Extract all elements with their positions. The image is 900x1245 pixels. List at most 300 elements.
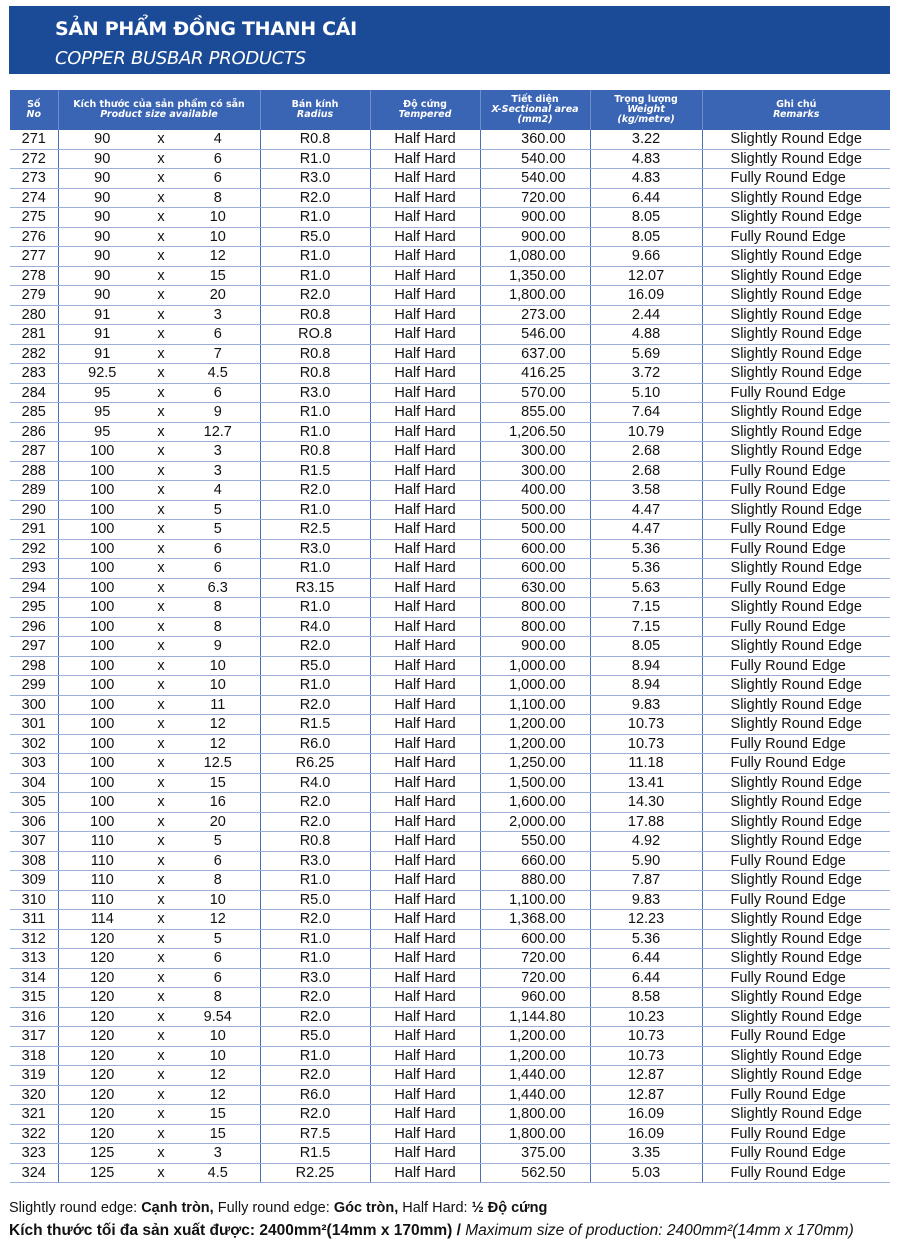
cell-weight: 8.05 xyxy=(590,208,702,228)
cell-times: x xyxy=(146,559,176,579)
cell-no: 289 xyxy=(10,481,58,501)
cell-weight: 12.07 xyxy=(590,266,702,286)
cell-radius: R6.25 xyxy=(260,754,370,774)
table-body xyxy=(10,130,890,1183)
cell-remarks: Slightly Round Edge xyxy=(702,676,890,696)
cell-tempered: Half Hard xyxy=(370,617,480,637)
cell-times: x xyxy=(146,1066,176,1086)
table-row xyxy=(10,305,890,325)
header-weight-vi: Trọng lượng xyxy=(614,94,678,105)
cell-thickness: 6 xyxy=(176,559,260,579)
cell-times: x xyxy=(146,793,176,813)
table-row xyxy=(10,890,890,910)
cell-no: 280 xyxy=(10,305,58,325)
cell-radius: R2.0 xyxy=(260,988,370,1008)
cell-times: x xyxy=(146,890,176,910)
cell-remarks: Slightly Round Edge xyxy=(702,1007,890,1027)
max-size-label-vi: Kích thước tối đa sản xuất được: xyxy=(9,1222,256,1239)
cell-area: 273.00 xyxy=(480,305,590,325)
cell-tempered: Half Hard xyxy=(370,1085,480,1105)
cell-times: x xyxy=(146,286,176,306)
cell-area: 360.00 xyxy=(480,130,590,149)
cell-radius: R4.0 xyxy=(260,617,370,637)
cell-remarks: Fully Round Edge xyxy=(702,1124,890,1144)
cell-times: x xyxy=(146,364,176,384)
cell-thickness: 5 xyxy=(176,832,260,852)
cell-weight: 7.15 xyxy=(590,617,702,637)
cell-area: 600.00 xyxy=(480,539,590,559)
cell-tempered: Half Hard xyxy=(370,559,480,579)
cell-width: 91 xyxy=(58,344,146,364)
cell-remarks: Slightly Round Edge xyxy=(702,364,890,384)
cell-weight: 4.47 xyxy=(590,520,702,540)
cell-thickness: 10 xyxy=(176,227,260,247)
cell-width: 91 xyxy=(58,325,146,345)
cell-times: x xyxy=(146,1046,176,1066)
table-row xyxy=(10,676,890,696)
header-size-en: Product size available xyxy=(100,109,218,120)
cell-weight: 4.47 xyxy=(590,500,702,520)
cell-area: 800.00 xyxy=(480,598,590,618)
cell-remarks: Fully Round Edge xyxy=(702,656,890,676)
cell-thickness: 6.3 xyxy=(176,578,260,598)
cell-no: 320 xyxy=(10,1085,58,1105)
header-area-vi: Tiết diện xyxy=(511,94,559,105)
cell-no: 317 xyxy=(10,1027,58,1047)
cell-thickness: 15 xyxy=(176,773,260,793)
cell-thickness: 3 xyxy=(176,461,260,481)
cell-remarks: Slightly Round Edge xyxy=(702,832,890,852)
cell-remarks: Slightly Round Edge xyxy=(702,442,890,462)
cell-area: 300.00 xyxy=(480,461,590,481)
cell-no: 323 xyxy=(10,1144,58,1164)
cell-thickness: 9 xyxy=(176,403,260,423)
cell-width: 100 xyxy=(58,676,146,696)
cell-times: x xyxy=(146,695,176,715)
cell-thickness: 15 xyxy=(176,1105,260,1125)
cell-times: x xyxy=(146,968,176,988)
cell-area: 416.25 xyxy=(480,364,590,384)
cell-weight: 6.44 xyxy=(590,188,702,208)
cell-thickness: 8 xyxy=(176,188,260,208)
cell-no: 284 xyxy=(10,383,58,403)
cell-weight: 5.90 xyxy=(590,851,702,871)
header-no-vi: Số xyxy=(27,99,41,110)
cell-no: 282 xyxy=(10,344,58,364)
table-row xyxy=(10,1144,890,1164)
cell-area: 1,350.00 xyxy=(480,266,590,286)
cell-width: 90 xyxy=(58,286,146,306)
cell-width: 110 xyxy=(58,871,146,891)
cell-weight: 7.87 xyxy=(590,871,702,891)
cell-times: x xyxy=(146,539,176,559)
cell-weight: 5.36 xyxy=(590,559,702,579)
cell-radius: R1.0 xyxy=(260,422,370,442)
cell-tempered: Half Hard xyxy=(370,598,480,618)
cell-tempered: Half Hard xyxy=(370,988,480,1008)
cell-radius: R2.25 xyxy=(260,1163,370,1183)
cell-times: x xyxy=(146,812,176,832)
cell-weight: 2.68 xyxy=(590,442,702,462)
cell-radius: R2.0 xyxy=(260,1105,370,1125)
cell-times: x xyxy=(146,1105,176,1125)
cell-no: 319 xyxy=(10,1066,58,1086)
cell-area: 1,800.00 xyxy=(480,286,590,306)
cell-remarks: Slightly Round Edge xyxy=(702,988,890,1008)
cell-no: 306 xyxy=(10,812,58,832)
cell-area: 1,200.00 xyxy=(480,1027,590,1047)
cell-weight: 7.15 xyxy=(590,598,702,618)
cell-tempered: Half Hard xyxy=(370,403,480,423)
cell-times: x xyxy=(146,266,176,286)
table-row xyxy=(10,149,890,169)
cell-weight: 9.83 xyxy=(590,695,702,715)
cell-no: 292 xyxy=(10,539,58,559)
cell-area: 540.00 xyxy=(480,169,590,189)
cell-thickness: 4 xyxy=(176,481,260,501)
cell-no: 294 xyxy=(10,578,58,598)
cell-area: 1,144.80 xyxy=(480,1007,590,1027)
cell-radius: R0.8 xyxy=(260,305,370,325)
cell-width: 100 xyxy=(58,773,146,793)
cell-radius: R3.0 xyxy=(260,539,370,559)
cell-width: 95 xyxy=(58,403,146,423)
cell-times: x xyxy=(146,929,176,949)
cell-radius: R2.5 xyxy=(260,520,370,540)
cell-area: 1,200.00 xyxy=(480,715,590,735)
table-row xyxy=(10,1163,890,1183)
cell-times: x xyxy=(146,383,176,403)
cell-thickness: 8 xyxy=(176,617,260,637)
cell-tempered: Half Hard xyxy=(370,520,480,540)
cell-width: 90 xyxy=(58,130,146,149)
cell-times: x xyxy=(146,988,176,1008)
cell-weight: 2.68 xyxy=(590,461,702,481)
header-size xyxy=(58,90,260,130)
table-row xyxy=(10,286,890,306)
cell-tempered: Half Hard xyxy=(370,481,480,501)
cell-weight: 6.44 xyxy=(590,968,702,988)
cell-tempered: Half Hard xyxy=(370,929,480,949)
cell-radius: R1.0 xyxy=(260,871,370,891)
table-row xyxy=(10,442,890,462)
cell-remarks: Fully Round Edge xyxy=(702,890,890,910)
cell-area: 660.00 xyxy=(480,851,590,871)
cell-remarks: Fully Round Edge xyxy=(702,227,890,247)
cell-weight: 12.87 xyxy=(590,1066,702,1086)
table-row xyxy=(10,559,890,579)
cell-tempered: Half Hard xyxy=(370,676,480,696)
cell-thickness: 8 xyxy=(176,871,260,891)
cell-remarks: Slightly Round Edge xyxy=(702,715,890,735)
cell-tempered: Half Hard xyxy=(370,247,480,267)
cell-remarks: Slightly Round Edge xyxy=(702,793,890,813)
cell-remarks: Slightly Round Edge xyxy=(702,559,890,579)
table-row xyxy=(10,832,890,852)
cell-weight: 16.09 xyxy=(590,1105,702,1125)
cell-radius: R1.0 xyxy=(260,929,370,949)
cell-area: 1,000.00 xyxy=(480,676,590,696)
cell-width: 100 xyxy=(58,695,146,715)
cell-no: 288 xyxy=(10,461,58,481)
cell-times: x xyxy=(146,871,176,891)
cell-no: 322 xyxy=(10,1124,58,1144)
cell-no: 312 xyxy=(10,929,58,949)
cell-thickness: 10 xyxy=(176,208,260,228)
cell-no: 290 xyxy=(10,500,58,520)
cell-times: x xyxy=(146,773,176,793)
header-area-unit: (mm2) xyxy=(517,114,553,125)
cell-remarks: Fully Round Edge xyxy=(702,617,890,637)
legend-line xyxy=(9,1200,547,1216)
cell-radius: R3.0 xyxy=(260,383,370,403)
table-row xyxy=(10,169,890,189)
max-size-english: Maximum size of production: 2400mm²(14mm x 170mm) xyxy=(460,1222,854,1239)
cell-thickness: 8 xyxy=(176,598,260,618)
cell-remarks: Slightly Round Edge xyxy=(702,1105,890,1125)
cell-area: 600.00 xyxy=(480,559,590,579)
cell-width: 120 xyxy=(58,1124,146,1144)
cell-radius: R0.8 xyxy=(260,130,370,149)
cell-area: 546.00 xyxy=(480,325,590,345)
cell-area: 570.00 xyxy=(480,383,590,403)
cell-area: 1,250.00 xyxy=(480,754,590,774)
cell-weight: 4.92 xyxy=(590,832,702,852)
cell-no: 298 xyxy=(10,656,58,676)
cell-times: x xyxy=(146,149,176,169)
cell-weight: 11.18 xyxy=(590,754,702,774)
cell-weight: 8.94 xyxy=(590,656,702,676)
cell-remarks: Fully Round Edge xyxy=(702,383,890,403)
cell-width: 100 xyxy=(58,754,146,774)
cell-no: 313 xyxy=(10,949,58,969)
cell-weight: 5.03 xyxy=(590,1163,702,1183)
cell-remarks: Slightly Round Edge xyxy=(702,812,890,832)
cell-tempered: Half Hard xyxy=(370,305,480,325)
cell-remarks: Slightly Round Edge xyxy=(702,247,890,267)
cell-remarks: Fully Round Edge xyxy=(702,754,890,774)
cell-no: 310 xyxy=(10,890,58,910)
header-radius xyxy=(260,90,370,130)
cell-tempered: Half Hard xyxy=(370,1066,480,1086)
header-area-en: X-Sectional area xyxy=(491,104,579,115)
cell-weight: 14.30 xyxy=(590,793,702,813)
table-row xyxy=(10,325,890,345)
cell-times: x xyxy=(146,461,176,481)
cell-remarks: Fully Round Edge xyxy=(702,169,890,189)
cell-times: x xyxy=(146,1144,176,1164)
cell-width: 110 xyxy=(58,851,146,871)
cell-area: 1,368.00 xyxy=(480,910,590,930)
table-row xyxy=(10,130,890,149)
legend-segment: ½ Độ cứng xyxy=(471,1200,548,1216)
cell-tempered: Half Hard xyxy=(370,227,480,247)
cell-times: x xyxy=(146,188,176,208)
cell-weight: 10.73 xyxy=(590,734,702,754)
cell-thickness: 4 xyxy=(176,130,260,149)
cell-weight: 4.83 xyxy=(590,149,702,169)
cell-radius: R0.8 xyxy=(260,344,370,364)
table-header-row xyxy=(10,90,890,130)
cell-thickness: 20 xyxy=(176,286,260,306)
table-row xyxy=(10,403,890,423)
cell-radius: R1.0 xyxy=(260,403,370,423)
cell-thickness: 12.7 xyxy=(176,422,260,442)
cell-area: 637.00 xyxy=(480,344,590,364)
cell-thickness: 12 xyxy=(176,910,260,930)
cell-weight: 12.87 xyxy=(590,1085,702,1105)
cell-times: x xyxy=(146,617,176,637)
cell-times: x xyxy=(146,578,176,598)
cell-times: x xyxy=(146,520,176,540)
cell-tempered: Half Hard xyxy=(370,149,480,169)
cell-radius: R2.0 xyxy=(260,812,370,832)
title-english: COPPER BUSBAR PRODUCTS xyxy=(55,48,306,69)
cell-weight: 12.23 xyxy=(590,910,702,930)
cell-width: 120 xyxy=(58,1046,146,1066)
cell-thickness: 6 xyxy=(176,851,260,871)
cell-times: x xyxy=(146,1163,176,1183)
cell-radius: R2.0 xyxy=(260,481,370,501)
cell-width: 120 xyxy=(58,949,146,969)
cell-no: 275 xyxy=(10,208,58,228)
cell-area: 1,200.00 xyxy=(480,734,590,754)
table-row xyxy=(10,247,890,267)
cell-width: 100 xyxy=(58,656,146,676)
cell-radius: RO.8 xyxy=(260,325,370,345)
cell-times: x xyxy=(146,832,176,852)
cell-thickness: 3 xyxy=(176,305,260,325)
cell-weight: 16.09 xyxy=(590,286,702,306)
cell-times: x xyxy=(146,949,176,969)
header-radius-vi: Bán kính xyxy=(291,99,339,110)
table-row xyxy=(10,871,890,891)
cell-remarks: Fully Round Edge xyxy=(702,1027,890,1047)
cell-radius: R1.0 xyxy=(260,1046,370,1066)
cell-radius: R4.0 xyxy=(260,773,370,793)
cell-no: 304 xyxy=(10,773,58,793)
cell-width: 100 xyxy=(58,812,146,832)
cell-tempered: Half Hard xyxy=(370,890,480,910)
cell-weight: 5.36 xyxy=(590,539,702,559)
cell-weight: 8.58 xyxy=(590,988,702,1008)
cell-radius: R1.0 xyxy=(260,598,370,618)
cell-no: 281 xyxy=(10,325,58,345)
cell-weight: 9.83 xyxy=(590,890,702,910)
cell-radius: R2.0 xyxy=(260,1066,370,1086)
cell-area: 1,600.00 xyxy=(480,793,590,813)
table-row xyxy=(10,1085,890,1105)
cell-thickness: 9 xyxy=(176,637,260,657)
header-weight-unit: (kg/metre) xyxy=(617,114,675,125)
cell-area: 720.00 xyxy=(480,188,590,208)
cell-tempered: Half Hard xyxy=(370,344,480,364)
cell-times: x xyxy=(146,1027,176,1047)
cell-thickness: 10 xyxy=(176,1046,260,1066)
cell-tempered: Half Hard xyxy=(370,793,480,813)
header-radius-en: Radius xyxy=(296,109,334,120)
legend-segment: Cạnh tròn, xyxy=(141,1200,214,1216)
cell-thickness: 7 xyxy=(176,344,260,364)
cell-width: 91 xyxy=(58,305,146,325)
cell-radius: R3.0 xyxy=(260,968,370,988)
cell-radius: R2.0 xyxy=(260,286,370,306)
table-row xyxy=(10,539,890,559)
cell-thickness: 6 xyxy=(176,149,260,169)
cell-thickness: 5 xyxy=(176,929,260,949)
cell-weight: 10.23 xyxy=(590,1007,702,1027)
cell-tempered: Half Hard xyxy=(370,871,480,891)
cell-tempered: Half Hard xyxy=(370,1163,480,1183)
header-weight-en: Weight xyxy=(627,104,665,115)
cell-width: 90 xyxy=(58,188,146,208)
cell-times: x xyxy=(146,227,176,247)
cell-area: 1,440.00 xyxy=(480,1085,590,1105)
cell-width: 100 xyxy=(58,793,146,813)
cell-radius: R2.0 xyxy=(260,637,370,657)
cell-weight: 10.73 xyxy=(590,1046,702,1066)
cell-radius: R1.0 xyxy=(260,149,370,169)
cell-weight: 9.66 xyxy=(590,247,702,267)
cell-times: x xyxy=(146,344,176,364)
header-size-vi: Kích thước của sản phẩm có sẵn xyxy=(73,99,245,110)
table-row xyxy=(10,734,890,754)
table-row xyxy=(10,637,890,657)
cell-tempered: Half Hard xyxy=(370,383,480,403)
table-row xyxy=(10,929,890,949)
cell-remarks: Slightly Round Edge xyxy=(702,871,890,891)
cell-width: 125 xyxy=(58,1144,146,1164)
cell-tempered: Half Hard xyxy=(370,637,480,657)
cell-times: x xyxy=(146,247,176,267)
cell-tempered: Half Hard xyxy=(370,208,480,228)
cell-width: 90 xyxy=(58,208,146,228)
cell-remarks: Fully Round Edge xyxy=(702,520,890,540)
table-row xyxy=(10,364,890,384)
table-row xyxy=(10,617,890,637)
cell-no: 307 xyxy=(10,832,58,852)
cell-no: 315 xyxy=(10,988,58,1008)
cell-remarks: Slightly Round Edge xyxy=(702,929,890,949)
cell-no: 278 xyxy=(10,266,58,286)
cell-width: 120 xyxy=(58,1027,146,1047)
cell-no: 324 xyxy=(10,1163,58,1183)
cell-no: 318 xyxy=(10,1046,58,1066)
cell-thickness: 5 xyxy=(176,500,260,520)
cell-remarks: Fully Round Edge xyxy=(702,968,890,988)
cell-no: 321 xyxy=(10,1105,58,1125)
table-row xyxy=(10,188,890,208)
cell-no: 273 xyxy=(10,169,58,189)
header-no xyxy=(10,90,58,130)
cell-no: 300 xyxy=(10,695,58,715)
table-row xyxy=(10,968,890,988)
cell-width: 95 xyxy=(58,383,146,403)
cell-tempered: Half Hard xyxy=(370,754,480,774)
cell-radius: R1.5 xyxy=(260,1144,370,1164)
cell-width: 100 xyxy=(58,461,146,481)
cell-tempered: Half Hard xyxy=(370,910,480,930)
cell-thickness: 12 xyxy=(176,247,260,267)
table-row xyxy=(10,1066,890,1086)
cell-weight: 7.64 xyxy=(590,403,702,423)
table-row xyxy=(10,656,890,676)
cell-no: 271 xyxy=(10,130,58,149)
cell-width: 110 xyxy=(58,890,146,910)
cell-thickness: 11 xyxy=(176,695,260,715)
header-remarks-vi: Ghi chú xyxy=(776,99,817,110)
cell-width: 100 xyxy=(58,520,146,540)
